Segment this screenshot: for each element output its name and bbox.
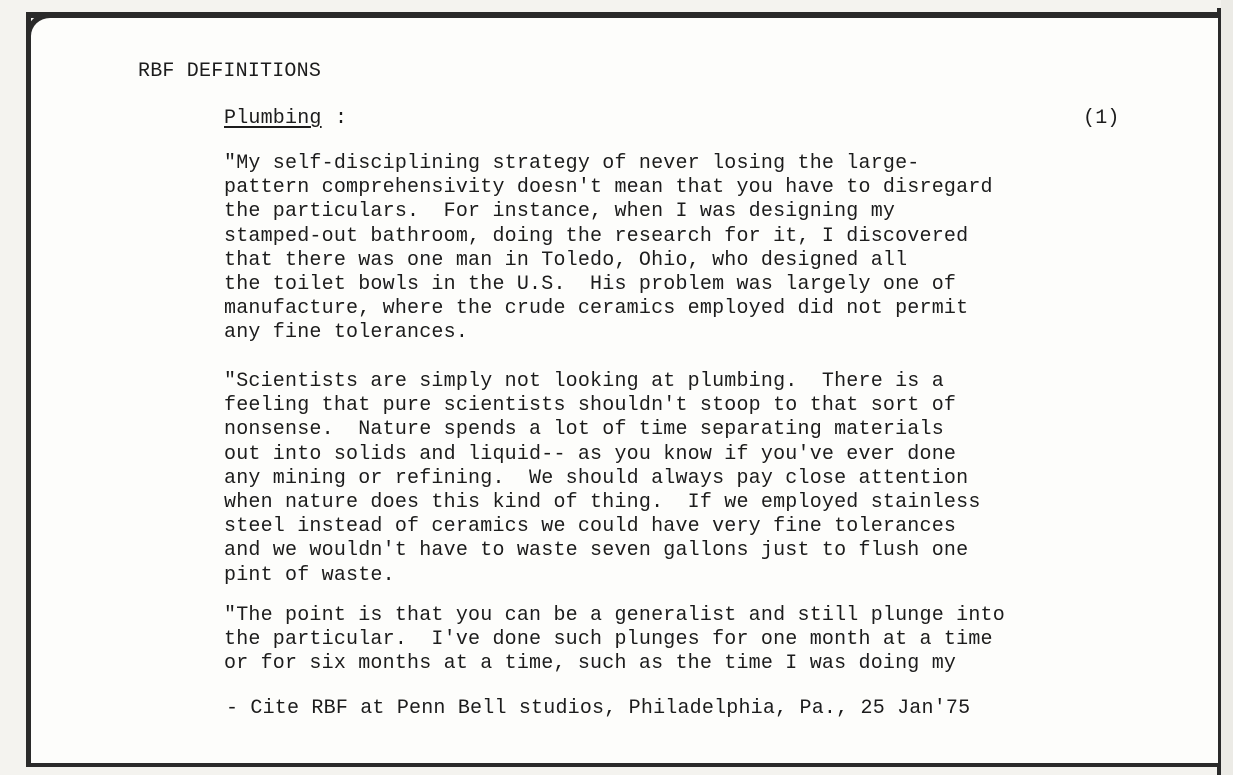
text-line: or for six months at a time, such as the time I was doing my: [224, 652, 957, 676]
text-line: when nature does this kind of thing. If we employed stainless: [224, 491, 981, 515]
text-line: "My self-disciplining strategy of never losing the large-: [224, 152, 920, 175]
term-title-colon: :: [335, 107, 348, 130]
citation: - Cite RBF at Penn Bell studios, Philadelphia, Pa., 25 Jan'75: [226, 697, 971, 720]
text-line: the toilet bowls in the U.S. His problem was largely one of: [224, 273, 957, 297]
page-right-margin: [1221, 0, 1233, 775]
text-line: "The point is that you can be a generalist and still plunge into: [224, 604, 1005, 627]
quote-paragraph: [224, 152, 993, 346]
text-line: any mining or refining. We should always pay close attention: [224, 466, 969, 490]
text-line: stamped-out bathroom, doing the research for it, I discovered: [224, 224, 969, 248]
text-line: "Scientists are simply not looking at plumbing. There is a: [224, 370, 944, 393]
text-line: manufacture, where the crude ceramics employed did not permit: [224, 297, 969, 321]
text-line: the particular. I've done such plunges for one month at a time: [224, 628, 993, 652]
quote-paragraph: [224, 370, 981, 588]
text-line: the particulars. For instance, when I was designing my: [224, 200, 896, 224]
text-line: any fine tolerances.: [224, 321, 469, 345]
document-heading: RBF DEFINITIONS: [138, 60, 322, 83]
text-line: steel instead of ceramics we could have very fine tolerances: [224, 515, 957, 539]
text-line: feeling that pure scientists shouldn't stoop to that sort of: [224, 394, 957, 418]
text-line: pint of waste.: [224, 563, 395, 587]
text-line: that there was one man in Toledo, Ohio, who designed all: [224, 248, 908, 272]
text-line: out into solids and liquid-- as you know if you've ever done: [224, 442, 957, 466]
text-line: nonsense. Nature spends a lot of time separating materials: [224, 418, 944, 442]
term-title: Plumbing: [224, 107, 322, 130]
text-line: pattern comprehensivity doesn't mean that you have to disregard: [224, 176, 993, 200]
quote-paragraph: [224, 604, 1005, 677]
page-number: (1): [1083, 107, 1120, 130]
text-line: and we wouldn't have to waste seven gallons just to flush one: [224, 539, 969, 563]
